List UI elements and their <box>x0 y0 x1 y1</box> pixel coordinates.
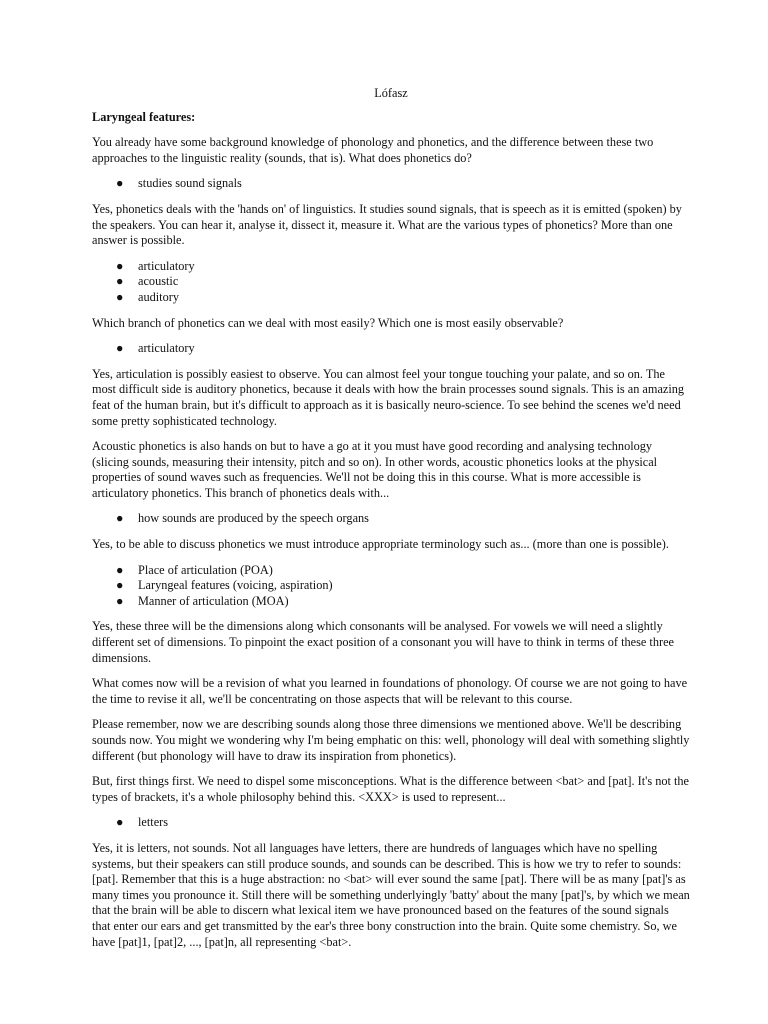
bullet-icon: ● <box>116 511 124 526</box>
list-item-text: Place of articulation (POA) <box>138 562 273 577</box>
paragraph: Which branch of phonetics can we deal with most easily? Which one is most easily observable? <box>92 315 564 330</box>
paragraph: Acoustic phonetics is also hands on but to have a go at it you must have good recording and analysing technology (slicing sounds, measuring their intensity, pitch and so on). In other words, acoustic phonetics looks at the physical properties of sound waves such as frequencies. We'll not be doing this in this course. What is more accessible is articulatory phonetics. This branch of phonetics deals with... <box>92 439 658 500</box>
bullet-icon: ● <box>116 562 124 577</box>
list-item <box>92 594 690 610</box>
list-item-text: letters <box>138 815 169 830</box>
list-item-text: articulatory <box>138 341 195 356</box>
list-item <box>92 341 690 357</box>
list-item-text: how sounds are produced by the speech organs <box>138 511 369 526</box>
list-item-text: Manner of articulation (MOA) <box>138 593 289 608</box>
bullet-list <box>92 815 690 831</box>
list-item-text: acoustic <box>138 274 179 289</box>
paragraph: Yes, articulation is possibly easiest to observe. You can almost feel your tongue touching your palate, and so on. The most difficult side is auditory phonetics, because it deals with how the brain processes sound signals. This is an amazing feat of the human brain, but it's difficult to approach as it is basically neuro-science. To see behind the scenes we'd need some pretty sophisticated technology. <box>92 366 685 428</box>
paragraph: Yes, it is letters, not sounds. Not all languages have letters, there are hundreds of languages which have no spelling systems, but their speakers can still produce sounds, and sounds can be described. This is how we try to refer to sounds: [pat]. Remember that this is a huge abstraction: no <bat> will ever sound the same [pat]. There will be as many [pat]'s as many times you pronounce it. Still there will be something underlyingly 'batty' about the many [pat]'s, by which we mean that the brain will be able to discern what lexical item we have pronounced based on the features of the sound signals that enter our ears and get transmitted by the ear's three bony construction into the brain. Quite some chemistry. So, we have [pat]1, [pat]2, ..., [pat]n, all representing <bat>. <box>92 840 690 949</box>
bullet-list <box>92 259 690 306</box>
paragraph: Yes, to be able to discuss phonetics we must introduce appropriate terminology such as... (more than one is possible). <box>92 537 669 552</box>
paragraph: What comes now will be a revision of what you learned in foundations of phonology. Of course we are not going to have the time to revise it all, we'll be concentrating on those aspects that will be relevant to this course. <box>92 676 688 706</box>
section-heading: Laryngeal features: <box>92 109 196 124</box>
list-item <box>92 259 690 275</box>
document-blocks <box>92 135 690 950</box>
list-item-text: studies sound signals <box>138 176 242 191</box>
paragraph: But, first things first. We need to dispel some misconceptions. What is the difference between <bat> and [pat]. It's not the types of brackets, it's a whole philosophy behind this. <XXX> is used to represent... <box>92 774 690 804</box>
bullet-list <box>92 563 690 610</box>
document-title: Lófasz <box>374 86 408 100</box>
bullet-icon: ● <box>116 341 124 356</box>
list-item <box>92 815 690 831</box>
paragraph: Yes, these three will be the dimensions along which consonants will be analysed. For vowels we will need a slightly different set of dimensions. To pinpoint the exact position of a consonant you will have to think in terms of these three dimensions. <box>92 619 674 665</box>
bullet-list <box>92 176 690 192</box>
list-item-text: articulatory <box>138 258 195 273</box>
list-item <box>92 563 690 579</box>
list-item <box>92 290 690 306</box>
bullet-list <box>92 341 690 357</box>
bullet-icon: ● <box>116 274 124 289</box>
document-body <box>92 86 690 960</box>
list-item-text: auditory <box>138 289 179 304</box>
bullet-icon: ● <box>116 578 124 593</box>
list-item <box>92 511 690 527</box>
list-item <box>92 176 690 192</box>
bullet-list <box>92 511 690 527</box>
bullet-icon: ● <box>116 593 124 608</box>
bullet-icon: ● <box>116 815 124 830</box>
bullet-icon: ● <box>116 176 124 191</box>
bullet-icon: ● <box>116 289 124 304</box>
paragraph: Yes, phonetics deals with the 'hands on' of linguistics. It studies sound signals, that is speech as it is emitted (spoken) by the speakers. You can hear it, analyse it, dissect it, measure it. What are the various types of phonetics? More than one answer is possible. <box>92 201 682 248</box>
list-item-text: Laryngeal features (voicing, aspiration) <box>138 578 333 593</box>
paragraph: Please remember, now we are describing sounds along those three dimensions we mentioned above. We'll be describing sounds now. You might we wondering why I'm being emphatic on this: well, phonology will deal with something slightly different (but phonology will have to draw its inspiration from phonetics). <box>92 717 690 763</box>
paragraph: You already have some background knowledge of phonology and phonetics, and the difference between these two approaches to the linguistic reality (sounds, that is). What does phonetics do? <box>92 135 654 165</box>
bullet-icon: ● <box>116 258 124 273</box>
list-item <box>92 274 690 290</box>
list-item <box>92 578 690 594</box>
